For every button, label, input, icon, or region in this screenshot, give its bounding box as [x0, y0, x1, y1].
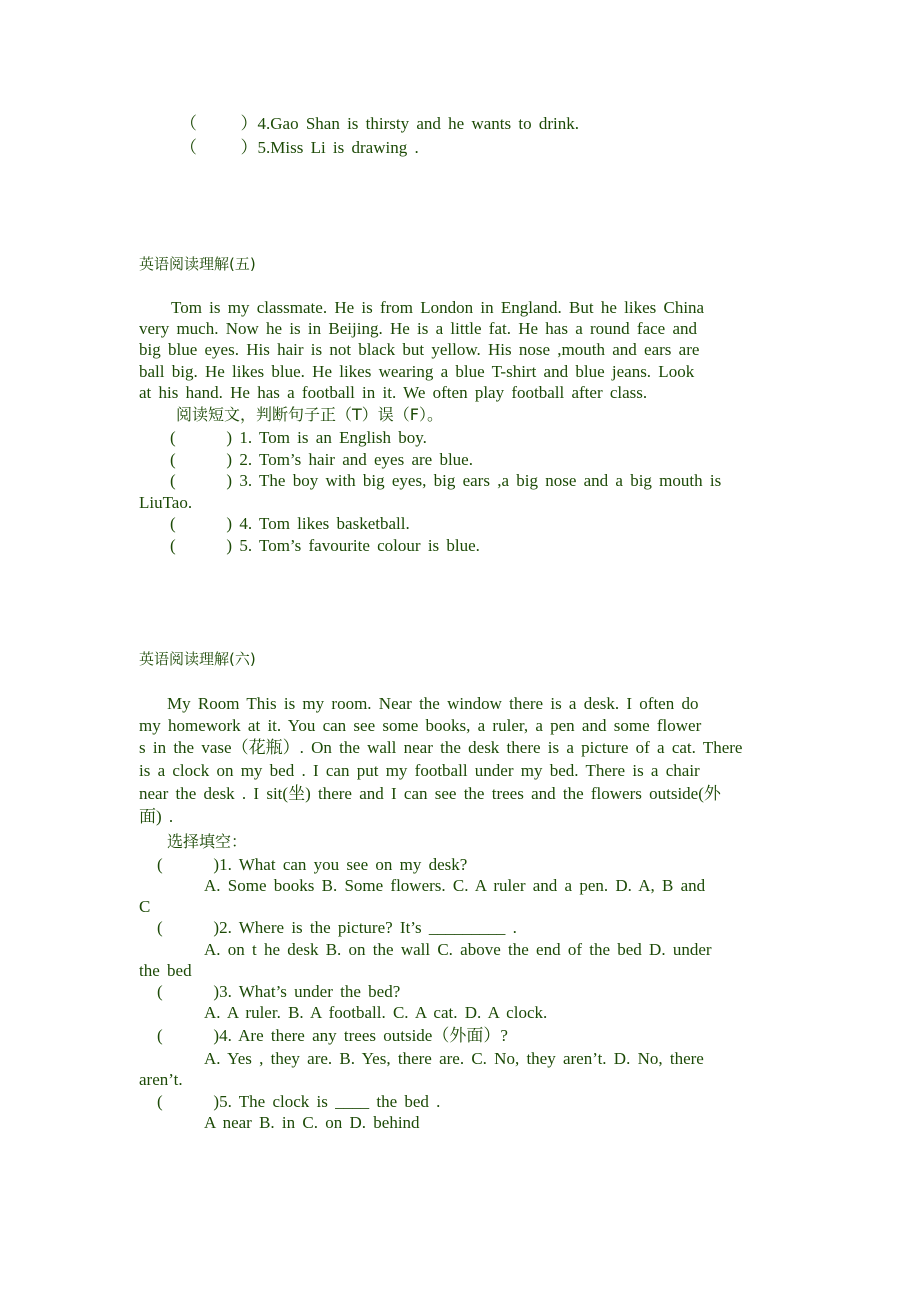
mc-question: ( )1. What can you see on my desk? [157, 855, 468, 874]
question-4: （ ）4.Gao Shan is thirsty and he wants to drink. [180, 114, 579, 133]
mc-options: A. Yes , they are. B. Yes, there are. C. No, they aren’t. D. No, there [204, 1049, 704, 1068]
tf-question: ( ) 1. Tom is an English boy. [170, 428, 427, 447]
tf-question: ( ) 2. Tom’s hair and eyes are blue. [170, 450, 473, 469]
instruction: 选择填空： [167, 832, 248, 851]
mc-options: A. on t he desk B. on the wall C. above the end of the bed D. under [204, 940, 712, 959]
mc-options-continued: aren’t. [139, 1070, 183, 1089]
passage-line: Tom is my classmate. He is from London in England. But he likes China [171, 298, 705, 317]
mc-question: ( )5. The clock is ____ the bed . [157, 1092, 441, 1111]
mc-question: ( )4. Are there any trees outside（外面）? [157, 1026, 508, 1045]
mc-options: A. Some books B. Some flowers. C. A ruler and a pen. D. A, B and [204, 876, 706, 895]
mc-options-continued: C [139, 897, 151, 916]
mc-options: A near B. in C. on D. behind [204, 1113, 420, 1132]
question-5: （ ）5.Miss Li is drawing . [180, 138, 419, 157]
passage-line: s in the vase（花瓶）. On the wall near the desk there is a picture of a cat. There [139, 738, 743, 757]
passage-line: my homework at it. You can see some books, a ruler, a pen and some flower [139, 716, 702, 735]
mc-options-continued: the bed [139, 961, 192, 980]
passage-line: ball big. He likes blue. He likes wearing a blue T-shirt and blue jeans. Look [139, 362, 695, 381]
passage-line: near the desk . I sit(坐) there and I can see the trees and the flowers outside(外 [139, 784, 721, 803]
mc-question: ( )2. Where is the picture? It’s _________ . [157, 918, 517, 937]
tf-question: ( ) 3. The boy with big eyes, big ears ,a big nose and a big mouth is [170, 471, 722, 490]
section-title-6: 英语阅读理解(六) [139, 650, 256, 668]
passage-line: very much. Now he is in Beijing. He is a little fat. He has a round face and [139, 319, 698, 338]
tf-question-continued: LiuTao. [139, 493, 193, 512]
tf-question: ( ) 5. Tom’s favourite colour is blue. [170, 536, 480, 555]
passage-line: big blue eyes. His hair is not black but yellow. His nose ,mouth and ears are [139, 340, 700, 359]
tf-question: ( ) 4. Tom likes basketball. [170, 514, 410, 533]
mc-question: ( )3. What’s under the bed? [157, 982, 401, 1001]
passage-line: 面) . [139, 807, 174, 826]
passage-line: at his hand. He has a football in it. We often play football after class. [139, 383, 648, 402]
passage-line: is a clock on my bed . I can put my football under my bed. There is a chair [139, 761, 700, 780]
section-title-5: 英语阅读理解(五) [139, 255, 256, 273]
passage-line: My Room This is my room. Near the window there is a desk. I often do [167, 694, 699, 713]
instruction: 阅读短文，判断句子正（T）误（F）。 [176, 405, 443, 424]
mc-options: A. A ruler. B. A football. C. A cat. D. A clock. [204, 1003, 548, 1022]
